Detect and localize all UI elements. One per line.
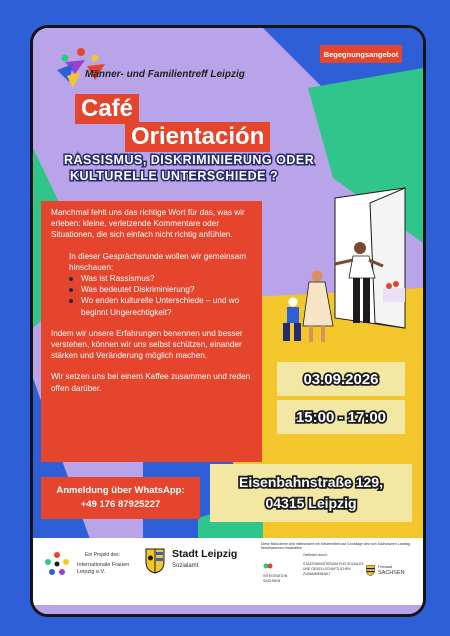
gefoerdert-label: Gefördert durch: (303, 553, 328, 557)
flyer-card (30, 25, 426, 617)
list-item: Wo enden kulturelle Unterschiede – und wo beginnt Ungerechtigkeit? (81, 295, 252, 317)
footer-strip (33, 605, 423, 614)
subtitle-line-1: RASSISMUS, DISKRIMINIERUNG ODER (64, 153, 315, 167)
funding-note: Diese Maßnahme wird mitfinanziert mit Steuermitteln auf Grundlage des vom Sächsischen Landtag beschlossenen Haushaltes. (261, 542, 411, 550)
city-name: Stadt Leipzig (172, 548, 238, 560)
integration-label: INTEGRATION (263, 574, 288, 578)
event-address (210, 464, 412, 522)
question-list (51, 273, 252, 318)
title-orientacion: Orientación (125, 122, 270, 152)
family-door-illustration (265, 178, 415, 358)
organization-name: Männer- und Familientreff Leipzig (85, 69, 245, 80)
ifl-logo-icon (43, 550, 71, 578)
whatsapp-label: Anmeldung über WhatsApp: (56, 485, 185, 496)
leipzig-coat-of-arms-icon (145, 548, 165, 574)
subtitle-line-2: KULTURELLE UNTERSCHIEDE ? (70, 169, 279, 183)
list-item: Was bedeutet Diskriminierung? (81, 284, 252, 295)
lead-text: In dieser Gesprächsrunde wollen wir gemeinsam hinschauen: (69, 251, 247, 272)
org-name-line1: Internationale Frauen (77, 562, 130, 568)
address-city: 04315 Leipzig (265, 495, 357, 511)
event-date: 03.09.2026 (277, 362, 405, 396)
title-cafe: Café (75, 94, 139, 124)
integration-state: SACHSEN (263, 579, 281, 583)
description-box (41, 201, 262, 462)
ministry-line-3: ZUSAMMENHALT (303, 572, 331, 576)
ministry-line-2: UND GESELLSCHAFTLICHEN (303, 567, 351, 571)
list-item: Was ist Rassismus? (81, 273, 252, 284)
event-time: 15:00 - 17:00 (277, 400, 405, 434)
org-name-line2: Leipzig e.V. (77, 569, 106, 575)
body-paragraph: Indem wir unsere Erfahrungen benennen und besser verstehen, können wir uns selbst schützen, einander stärken und Veränderung möglich machen. (51, 328, 243, 361)
ministry-line-1: STAATSMINISTERIUM FÜR SOZIALES (303, 562, 364, 566)
freistaat-line-2: SACHSEN (378, 570, 405, 576)
city-office: Sozialamt (172, 563, 199, 569)
project-of-label: Ein Projekt des: (85, 552, 121, 558)
saxony-coat-of-arms-icon (366, 565, 375, 576)
freistaat-line-1: Freistaat (378, 565, 392, 569)
address-street: Eisenbahnstraße 129, (239, 474, 383, 490)
integration-logo-icon (263, 561, 273, 571)
intro-text: Manchmal fehlt uns das richtige Wort für das, was wir erleben: kleine, verletzende Kommentare oder Situationen, die sich einfach nicht richtig anfühlen. (51, 208, 245, 240)
whatsapp-signup[interactable] (41, 477, 200, 519)
closing-text: Wir setzen uns bei einem Kaffee zusammen und reden offen darüber. (51, 372, 251, 393)
offer-badge: Begegnungsangebot (320, 45, 402, 63)
whatsapp-phone[interactable]: +49 176 87925227 (80, 499, 161, 510)
